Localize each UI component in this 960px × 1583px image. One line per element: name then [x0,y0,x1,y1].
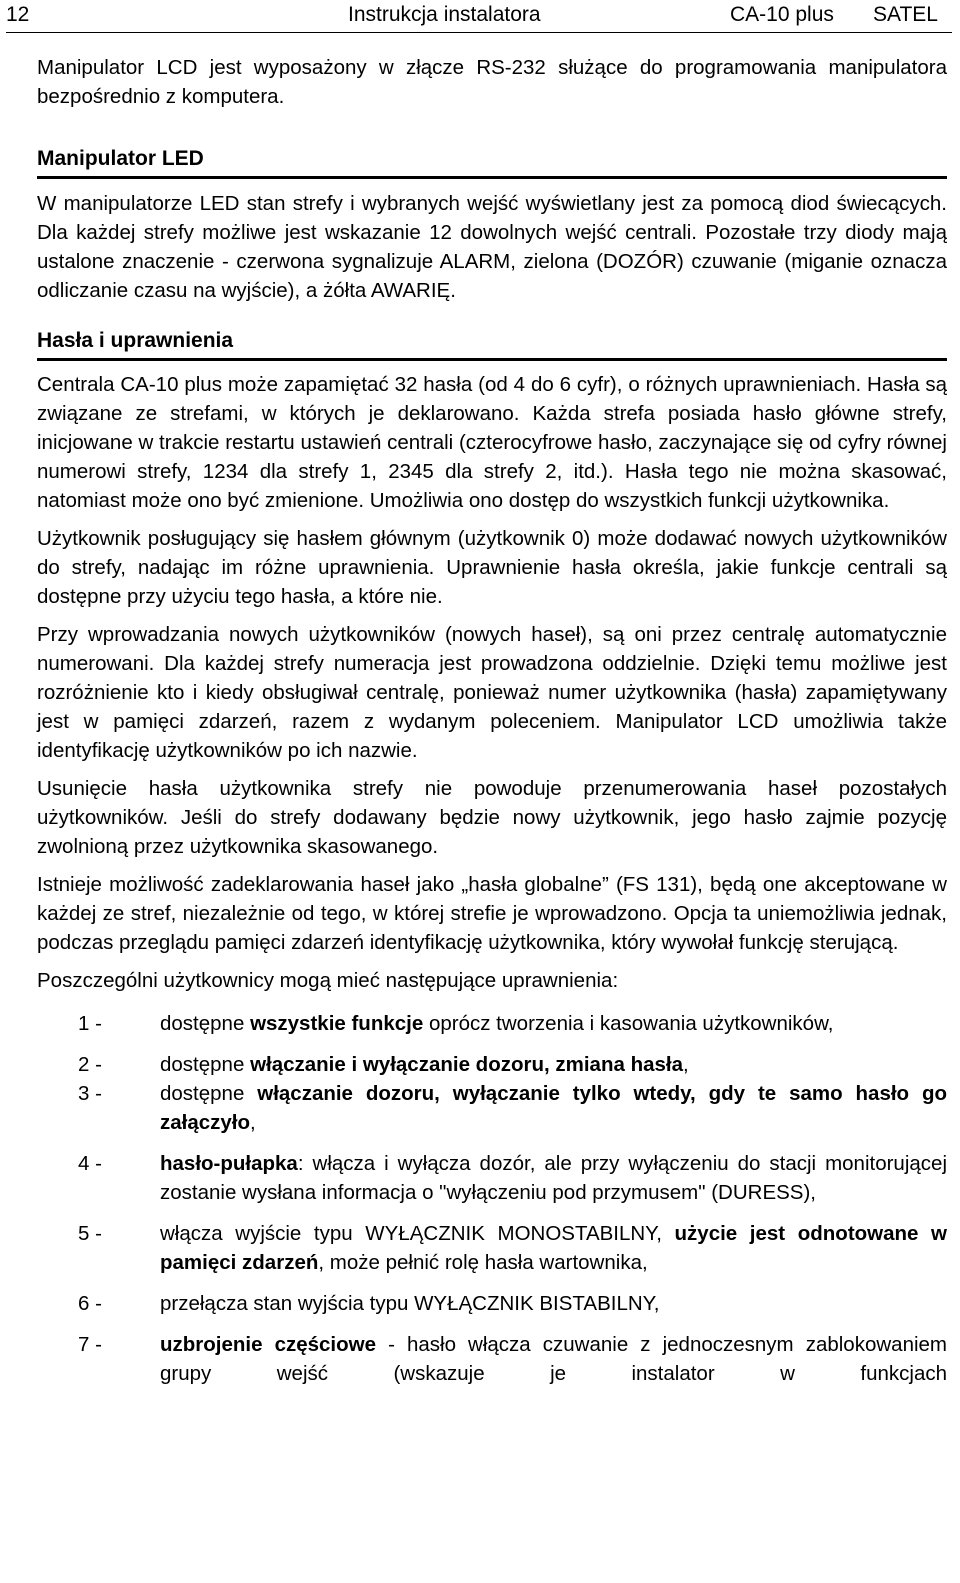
permission-number: 5 - [78,1222,102,1245]
permission-number: 7 - [78,1333,102,1356]
permission-number: 1 - [78,1012,102,1035]
passwords-paragraph-4: Usunięcie hasła użytkownika strefy nie powoduje przenumerowania haseł pozostałych użytkowników. Jeśli do strefy dodawany będzie nowy użytkownik, jego hasło zajmie pozycję zwolnioną przez użytkownika skasowanego. [37,777,947,858]
permissions-list [37,1009,947,1388]
permission-number: 3 - [78,1082,102,1105]
passwords-paragraph-2: Użytkownik posługujący się hasłem głównym (użytkownik 0) może dodawać nowych użytkowników do strefy, nadając im różne uprawnienia. Uprawnienie hasła określa, jakie funkcje centrali są dostępne przy użyciu tego hasła, a które nie. [37,527,947,608]
permission-text: hasło-pułapka: włącza i wyłącza dozór, ale przy wyłączeniu do stacji monitorującej zostanie wysłana informacja o "wyłączeniu pod przymusem" (DURESS), [160,1152,947,1204]
page-number: 12 [6,3,30,26]
permission-number: 2 - [78,1053,102,1076]
permissions-intro: Poszczególni użytkownicy mogą mieć następujące uprawnienia: [37,969,619,992]
permission-item-3 [78,1079,947,1137]
permission-text: dostępne wszystkie funkcje oprócz tworzenia i kasowania użytkowników, [160,1012,834,1035]
permission-text: przełącza stan wyjścia typu WYŁĄCZNIK BISTABILNY, [160,1292,660,1315]
passwords-paragraph-3: Przy wprowadzania nowych użytkowników (nowych haseł), są oni przez centralę automatycznie numerowani. Dla każdej strefy numeracja jest prowadzona oddzielnie. Dzięki temu możliwe jest rozróżnienie kto i kiedy obsługiwał centralę, ponieważ numer użytkownika (hasła) zapamiętywany jest w pamięci zdarzeń, razem z wydanym poleceniem. Manipulator LCD umożliwia także identyfikację użytkowników po ich nazwie. [37,623,947,762]
passwords-paragraph-1: Centrala CA-10 plus może zapamiętać 32 hasła (od 4 do 6 cyfr), o różnych uprawnieniach. Hasła są związane ze strefami, w których je deklarowano. Każda strefa posiada hasło główne strefy, inicjowane w trakcie restartu ustawień centrali (czterocyfrowe hasło, zaczynające się od cyfry równej numerowi strefy, 1234 dla strefy 1, 2345 dla strefy 2, itd.). Hasła tego nie można skasować, natomiast może ono być zmienione. Umożliwia ono dostęp do wszystkich funkcji użytkownika. [37,373,947,512]
page-body [37,53,947,1388]
page-header [6,0,952,33]
led-paragraph: W manipulatorze LED stan strefy i wybranych wejść wyświetlany jest za pomocą diod świecących. Dla każdej strefy możliwe jest wskazanie 12 dowolnych wejść centrali. Pozostałe trzy diody mają ustalone znaczenie - czerwona sygnalizuje ALARM, zielona (DOZÓR) czuwanie (miganie oznacza odliczanie czasu na wyjście), a żółta AWARIĘ. [37,192,947,302]
brand-name: SATEL [873,3,938,26]
permission-item-1 [78,1009,947,1038]
section-heading-passwords: Hasła i uprawnienia [37,326,947,361]
permission-text: uzbrojenie częściowe - hasło włącza czuwanie z jednoczesnym zablokowaniem grupy wejść (wskazuje je instalator w funkcjach [160,1333,947,1385]
permission-item-6 [78,1289,947,1318]
product-name: CA-10 plus [730,3,834,26]
intro-paragraph: Manipulator LCD jest wyposażony w złącze RS-232 służące do programowania manipulatora bezpośrednio z komputera. [37,56,947,108]
permission-text: włącza wyjście typu WYŁĄCZNIK MONOSTABILNY, użycie jest odnotowane w pamięci zdarzeń, może pełnić rolę hasła wartownika, [160,1222,947,1274]
permission-item-2 [78,1050,947,1079]
document-title: Instrukcja instalatora [348,3,541,26]
permission-number: 6 - [78,1292,102,1315]
permission-item-7 [78,1330,947,1388]
permission-item-5 [78,1219,947,1277]
section-heading-led: Manipulator LED [37,144,947,179]
permission-text: dostępne włączanie i wyłączanie dozoru, zmiana hasła, [160,1053,689,1076]
permission-text: dostępne włączanie dozoru, wyłączanie tylko wtedy, gdy te samo hasło go załączyło, [160,1082,947,1134]
passwords-paragraph-5: Istnieje możliwość zadeklarowania haseł jako „hasła globalne” (FS 131), będą one akceptowane w każdej ze stref, niezależnie od tego, w której strefie je wprowadzono. Opcja ta uniemożliwia jednak, podczas przeglądu pamięci zdarzeń identyfikację użytkownika, który wywołał funkcję sterującą. [37,873,947,954]
permission-item-4 [78,1149,947,1207]
permission-number: 4 - [78,1152,102,1175]
